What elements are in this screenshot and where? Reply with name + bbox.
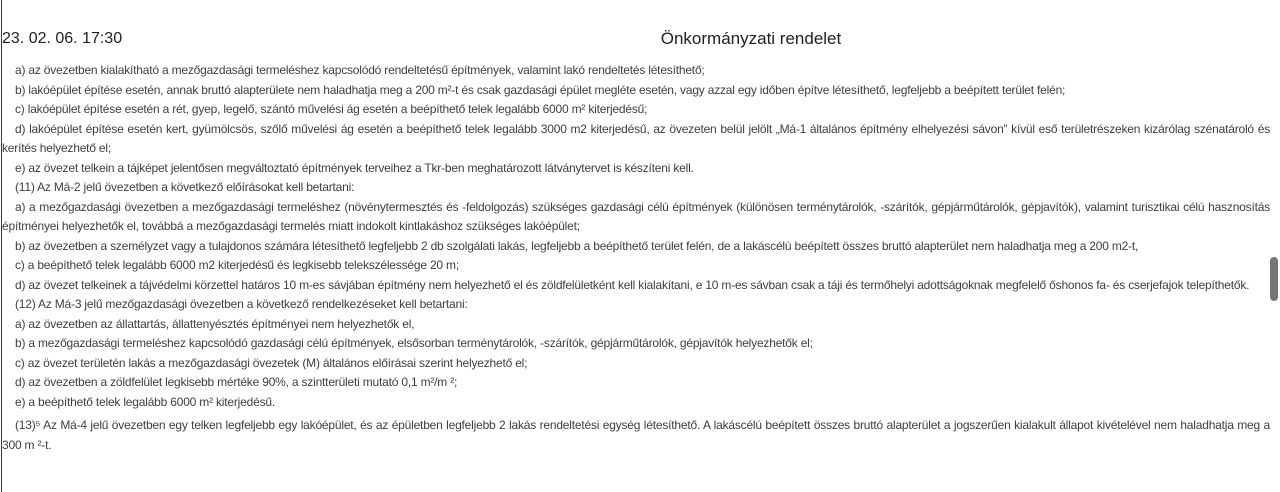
paragraph: b) a mezőgazdasági termeléshez kapcsolódó gazdasági célú építmények, elsősorban terménytárolók, -szárítók, gépjárműtárolók, gépjavítók helyezhetők el;: [15, 336, 813, 350]
paragraph: a) az övezetben kialakítható a mezőgazdasági termeléshez kapcsolódó rendeltetésű építmények, valamint lakó rendeltetés létesíthető;: [15, 63, 705, 77]
paragraph: c) lakóépület építése esetén a rét, gyep, legelő, szántó művelési ág esetén a beépíthető telek legalább 6000 m² kiterjedésű;: [15, 102, 648, 116]
paragraph: a) az övezetben az állattartás, állattenyésztés építményei nem helyezhetők el,: [15, 316, 415, 331]
print-timestamp: 23. 02. 06. 17:30: [2, 30, 123, 47]
paragraph: d) lakóépület építése esetén kert, gyümölcsös, szőlő művelési ág esetén a beépíthető telek legalább 3000 m2 kiterjedésű, az övezeten belül jelölt „Má-1 általános építmény elhelyezési sávon” kívül eső területrészeken kizárólag szénatároló és kerítés helyezhető el;: [2, 121, 1270, 155]
vertical-scrollbar[interactable]: [1268, 0, 1280, 492]
paragraph: e) az övezet telkein a tájképet jelentősen megváltoztató építmények terveihez a Tkr-ben meghatározott látványtervet is készíteni kell.: [15, 160, 694, 175]
paragraph: b) az övezetben a személyzet vagy a tulajdonos számára létesíthető legfeljebb 2 db szolgálati lakás, legfeljebb a beépíthető terület felén, de a lakáscélú beépített összes bruttó alapterület nem haladhatja meg a 200 m2-t,: [15, 238, 1139, 253]
document-body: [2, 61, 1270, 455]
paragraph: (13)⁵ Az Má-4 jelű övezetben egy telken legfeljebb egy lakóépület, és az épületben legfeljebb 2 lakás rendeltetési egység létesíthető. A lakáscélú beépített összes bruttó alapterület a jogszerűen kialakult állapot kivételével nem haladhatja meg a 300 m ²-t.: [2, 418, 1270, 452]
scrollbar-thumb[interactable]: [1270, 257, 1278, 301]
paragraph: a) a mezőgazdasági övezetben a mezőgazdasági termeléshez (növénytermesztés és -feldolgozás) szükséges gazdasági célú építmények (különösen terménytárolók, -szárítók, gépjárműtárolók, gépjavítók), valamint turisztikai célú hasznosítás építményei helyezhetők el, továbbá a mezőgazdasági termelés miatt indokolt kintlakáshoz szükséges lakóépület;: [2, 199, 1270, 233]
paragraph: c) a beépíthető telek legalább 6000 m2 kiterjedésű és legkisebb telekszélessége 20 m;: [15, 258, 459, 272]
paragraph: b) lakóépület építése esetén, annak bruttó alapterülete nem haladhatja meg a 200 m²-t és csak gazdasági épület megléte esetén, vagy azzal egy időben építve létesíthető, legfeljebb a beépített terület felén;: [15, 82, 1066, 97]
paragraph: (12) Az Má-3 jelű mezőgazdasági övezetben a következő rendelkezéseket kell betartani:: [15, 297, 468, 311]
paragraph: d) az övezet telkeinek a tájvédelmi körzettel határos 10 m-es sávjában építmény nem helyezhető el és zöldfelületként kell kialakítani, e 10 m-es sávban csak a táji és termőhelyi adottságoknak megfelelő őshonos fa- és cserjefajok telepíthetők.: [15, 277, 1250, 292]
paragraph: (11) Az Má-2 jelű övezetben a következő előírásokat kell betartani:: [15, 180, 355, 194]
paragraph: e) a beépíthető telek legalább 6000 m² kiterjedésű.: [15, 394, 275, 409]
paragraph: d) az övezetben a zöldfelület legkisebb mértéke 90%, a szintterületi mutató 0,1 m²/m ²;: [15, 375, 458, 389]
document-title: Önkormányzati rendelet: [660, 29, 842, 48]
paragraph: c) az övezet területén lakás a mezőgazdasági övezetek (M) általános előírásai szerint helyezhető el;: [15, 355, 528, 370]
